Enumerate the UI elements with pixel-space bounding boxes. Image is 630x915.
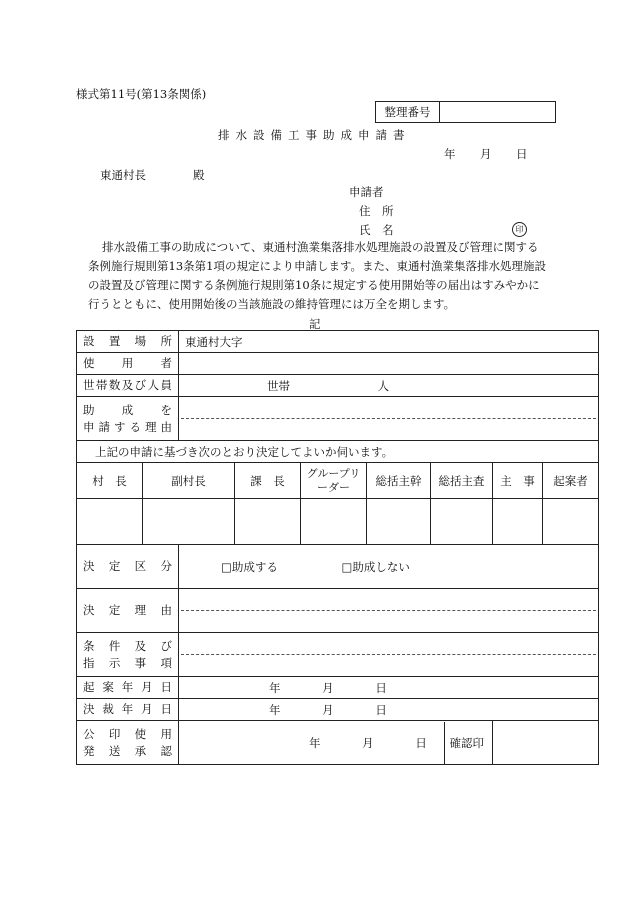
seal-mark <box>512 221 527 237</box>
stamp-header-chief-manager: 総括主幹 <box>367 463 431 499</box>
user-value[interactable] <box>179 353 599 375</box>
approval-note: 上記の申請に基づき次のとおり決定してよいか伺います。 <box>77 441 599 463</box>
conditions-value[interactable] <box>179 633 599 677</box>
reason-value[interactable] <box>179 397 599 441</box>
location-value[interactable]: 東通村大字 <box>179 331 599 353</box>
stamp-header-staff: 主 事 <box>493 463 543 499</box>
option-no-grant[interactable]: □助成しない <box>341 559 410 574</box>
stamp-header-leader-text: グループリーダー <box>306 466 361 494</box>
stamp-header-leader <box>301 463 367 499</box>
seal-day: 日 <box>415 735 427 750</box>
decision-options <box>179 545 599 589</box>
addressee-name: 東通村長 <box>100 168 146 182</box>
stamp-cell-drafter[interactable] <box>543 499 599 545</box>
household-unit: 世帯 <box>267 378 290 393</box>
seal-use-date[interactable] <box>179 721 493 765</box>
draft-date-label: 起案年月日 <box>83 680 172 694</box>
draft-month: 月 <box>322 680 334 695</box>
stamp-cell-chief-manager[interactable] <box>367 499 431 545</box>
application-form-table <box>76 330 599 765</box>
confirm-seal-label: 確認印 <box>444 722 484 764</box>
decision-date-value[interactable] <box>179 699 599 721</box>
draft-day: 日 <box>375 680 387 695</box>
decision-reason-label: 決定理由 <box>83 603 172 617</box>
decision-reason-value[interactable] <box>179 589 599 633</box>
seal-use-label-1: 公印使用 <box>83 726 172 741</box>
location-label: 設置場所 <box>83 334 172 348</box>
seal-month: 月 <box>362 735 374 750</box>
seiri-value[interactable] <box>440 102 556 123</box>
addressee-honorific: 殿 <box>193 168 205 182</box>
draft-date-value[interactable] <box>179 677 599 699</box>
name-label: 氏 名 <box>359 223 394 237</box>
seal-use-label-2: 発送承認 <box>83 743 172 758</box>
seal-year: 年 <box>309 735 321 750</box>
stamp-header-chief-inspector: 総括主査 <box>431 463 493 499</box>
date-day: 日 <box>516 147 528 161</box>
reason-label-2: 申請する理由 <box>83 419 172 434</box>
stamp-cell-deputy[interactable] <box>143 499 235 545</box>
conditions-label-1: 条件及び <box>83 638 172 653</box>
decision-day: 日 <box>375 702 387 717</box>
draft-year: 年 <box>269 680 281 695</box>
document-title: 排水設備工事助成申請書 <box>218 128 411 142</box>
seiri-number-box <box>375 101 556 123</box>
date-month: 月 <box>480 147 492 161</box>
stamp-header-chief: 村 長 <box>77 463 143 499</box>
stamp-cell-chief[interactable] <box>77 499 143 545</box>
decision-year: 年 <box>269 702 281 717</box>
stamp-header-drafter: 起案者 <box>543 463 599 499</box>
household-value[interactable] <box>179 375 599 397</box>
confirm-seal-cell[interactable] <box>493 721 599 765</box>
stamp-cell-staff[interactable] <box>493 499 543 545</box>
option-grant[interactable]: □助成する <box>221 559 278 574</box>
reason-label-1: 助成を <box>83 402 172 417</box>
decision-label: 決定区分 <box>83 559 172 573</box>
conditions-label-2: 指示事項 <box>83 655 172 670</box>
user-label: 使用者 <box>83 356 172 370</box>
stamp-cell-leader[interactable] <box>301 499 367 545</box>
decision-date-label: 決裁年月日 <box>83 702 172 716</box>
stamp-header-deputy: 副村長 <box>143 463 235 499</box>
body-line-1: 排水設備工事の助成について、東通村漁業集落排水処理施設の設置及び管理に関する <box>102 240 539 254</box>
date-year: 年 <box>444 147 456 161</box>
body-line-3: の設置及び管理に関する条例施行規則第10条に規定する使用開始等の届出はすみやかに <box>88 278 540 292</box>
address-label: 住 所 <box>359 204 394 218</box>
stamp-header-section: 課 長 <box>235 463 301 499</box>
persons-unit: 人 <box>377 378 390 393</box>
seal-icon: 印 <box>512 222 527 237</box>
seiri-label: 整理番号 <box>376 102 440 123</box>
ki-label: 記 <box>309 317 321 331</box>
body-line-2: 条例施行規則第13条第1項の規定により申請します。また、東通村漁業集落排水処理施設 <box>88 259 547 273</box>
applicant-heading: 申請者 <box>349 185 384 199</box>
stamp-cell-chief-inspector[interactable] <box>431 499 493 545</box>
body-line-4: 行うとともに、使用開始後の当該施設の維持管理には万全を期します。 <box>88 297 456 311</box>
form-number: 様式第11号(第13条関係) <box>76 87 207 101</box>
stamp-cell-section[interactable] <box>235 499 301 545</box>
decision-month: 月 <box>322 702 334 717</box>
household-label: 世帯数及び人員 <box>83 378 172 392</box>
